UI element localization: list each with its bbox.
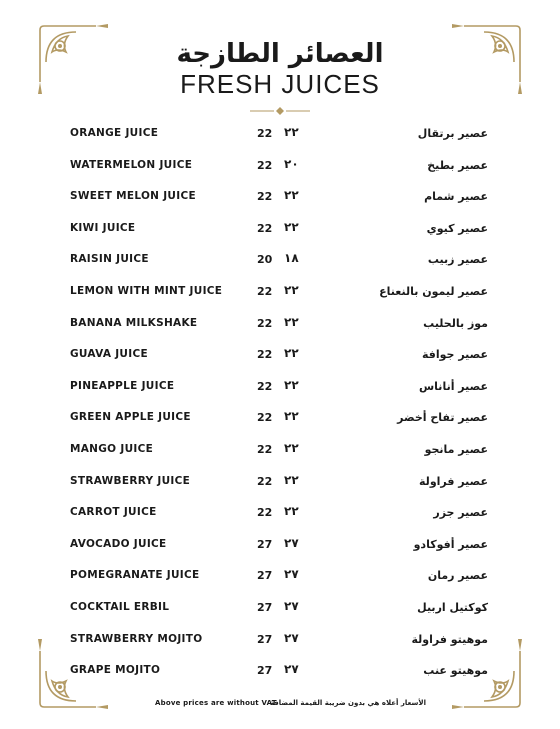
item-price: 27: [257, 569, 273, 583]
item-price-arabic: ٢٢: [284, 125, 299, 139]
item-name-arabic: عصير زبيب: [427, 253, 488, 267]
menu-item: [70, 659, 488, 691]
item-name: WATERMELON JUICE: [70, 158, 193, 171]
item-name: STRAWBERRY JUICE: [70, 474, 191, 487]
item-price: 22: [257, 442, 273, 456]
menu-item: [70, 185, 488, 217]
item-name: KIWI JUICE: [70, 221, 136, 234]
item-price-arabic: ١٨: [284, 251, 299, 266]
item-price-arabic: ٢٢: [284, 282, 299, 297]
item-price: 22: [257, 474, 273, 488]
item-name: POMEGRANATE JUICE: [70, 569, 200, 582]
menu-item: [70, 154, 488, 186]
item-price: 22: [257, 379, 273, 393]
item-price: 27: [257, 537, 273, 551]
item-price: 22: [257, 127, 273, 140]
menu-item: [70, 533, 488, 565]
item-name: GREEN APPLE JUICE: [70, 411, 191, 424]
item-name: BANANA MILKSHAKE: [70, 316, 198, 329]
menu-item: [70, 375, 488, 407]
item-name-arabic: عصير ليمون بالنعناع: [379, 284, 488, 298]
item-price: 22: [257, 348, 273, 362]
item-price-arabic: ٢٧: [284, 630, 299, 645]
menu-item: [70, 280, 488, 312]
item-price-arabic: ٢٢: [284, 188, 299, 203]
menu-item: [70, 248, 488, 280]
item-name: RAISIN JUICE: [70, 253, 149, 266]
item-price-arabic: ٢٢: [284, 377, 299, 392]
item-price: 20: [257, 253, 273, 267]
item-name: ORANGE JUICE: [70, 127, 159, 139]
item-name: GRAPE MOJITO: [70, 664, 161, 677]
item-price: 22: [257, 284, 273, 298]
menu-item: [70, 596, 488, 628]
item-price: 27: [257, 600, 273, 614]
item-price: 22: [257, 411, 273, 425]
footer: [0, 699, 560, 713]
item-name-arabic: عصير بطيخ: [427, 158, 488, 172]
item-price: 22: [257, 221, 273, 235]
item-price: 22: [257, 316, 273, 330]
item-name: MANGO JUICE: [70, 442, 154, 455]
item-price: 22: [257, 190, 273, 204]
item-price-arabic: ٢٢: [284, 440, 299, 455]
item-name-arabic: عصير تفاح أخضر: [397, 411, 488, 425]
menu-item: [70, 406, 488, 438]
menu-item: [70, 343, 488, 375]
item-name: COCKTAIL ERBIL: [70, 600, 170, 613]
item-price-arabic: ٢٧: [284, 598, 299, 613]
item-price-arabic: ٢٠: [284, 156, 299, 171]
vat-note: Above prices are without VAT: [155, 699, 277, 707]
item-name: LEMON WITH MINT JUICE: [70, 284, 223, 297]
item-name: STRAWBERRY MOJITO: [70, 632, 203, 645]
item-price-arabic: ٢٧: [284, 567, 299, 582]
page-title: FRESH JUICES: [180, 69, 380, 99]
item-name-arabic: عصير برتقال: [417, 127, 488, 140]
menu-item: [70, 122, 488, 154]
menu-item: [70, 628, 488, 660]
item-price-arabic: ٢٢: [284, 314, 299, 329]
item-name-arabic: موهيتو عنب: [423, 664, 488, 678]
menu-list: [70, 122, 488, 691]
menu-item: [70, 501, 488, 533]
item-price-arabic: ٢٢: [284, 409, 299, 424]
item-price: 22: [257, 158, 273, 172]
item-name: GUAVA JUICE: [70, 348, 148, 361]
item-price-arabic: ٢٢: [284, 504, 299, 519]
item-name-arabic: موهيتو فراولة: [411, 632, 488, 646]
vat-note-arabic: الأسعار أعلاه هي بدون ضريبة القيمة المضافة: [269, 699, 426, 707]
item-price: 22: [257, 506, 273, 520]
item-price: 27: [257, 664, 273, 678]
title-divider-icon: [250, 106, 310, 116]
item-name-arabic: عصير أفوكادو: [413, 537, 488, 551]
item-name-arabic: عصير جزر: [433, 506, 488, 520]
item-name-arabic: كوكتيل اربيل: [417, 600, 488, 614]
item-price-arabic: ٢٧: [284, 535, 299, 550]
item-name: CARROT JUICE: [70, 506, 157, 519]
item-name: AVOCADO JUICE: [70, 537, 167, 550]
menu-item: [70, 312, 488, 344]
item-price-arabic: ٢٢: [284, 472, 299, 487]
item-name: PINEAPPLE JUICE: [70, 379, 175, 392]
item-name-arabic: عصير مانجو: [424, 442, 488, 456]
menu-item: [70, 564, 488, 596]
item-name-arabic: موز بالحليب: [423, 316, 488, 330]
item-name-arabic: عصير رمان: [427, 569, 488, 583]
item-name-arabic: عصير شمام: [424, 190, 488, 204]
item-price: 27: [257, 632, 273, 646]
item-price-arabic: ٢٢: [284, 219, 299, 234]
item-name-arabic: عصير جوافة: [422, 348, 488, 362]
item-name: SWEET MELON JUICE: [70, 190, 196, 203]
item-price-arabic: ٢٢: [284, 346, 299, 361]
menu-item: [70, 217, 488, 249]
item-name-arabic: عصير أناناس: [419, 379, 488, 393]
item-name-arabic: عصير فراولة: [419, 474, 488, 488]
page-header: [0, 38, 560, 98]
menu-item: [70, 438, 488, 470]
item-price-arabic: ٢٧: [284, 662, 299, 677]
item-name-arabic: عصير كيوي: [426, 221, 488, 235]
page-title-arabic: العصائر الطازجة: [176, 39, 384, 69]
menu-item: [70, 470, 488, 502]
